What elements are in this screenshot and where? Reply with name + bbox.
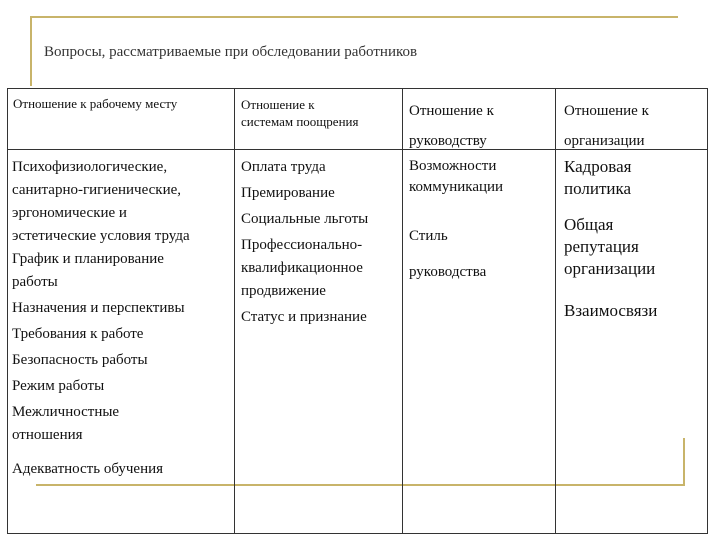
- header-cell-workplace-line: Отношение к рабочему месту: [13, 96, 178, 111]
- table-border-bottom: [7, 533, 708, 534]
- workplace-topic: эргономические и: [12, 205, 127, 221]
- workplace-topic: График и планирование: [12, 251, 164, 267]
- rewards-topic: квалификационное: [241, 260, 363, 276]
- body-cell-organization: [564, 156, 657, 322]
- management-topic: руководства: [409, 264, 487, 280]
- organization-topic: Общая: [564, 215, 614, 234]
- management-topic: коммуникации: [409, 179, 504, 195]
- rewards-topic: Оплата труда: [241, 159, 326, 175]
- table-border-top: [7, 88, 708, 89]
- workplace-topic: Назначения и перспективы: [12, 300, 185, 316]
- organization-topic: репутация: [564, 237, 639, 256]
- header-cell-organization-line: организации: [564, 133, 645, 149]
- workplace-topic: Режим работы: [12, 378, 105, 394]
- header-cell-rewards-line: Отношение к: [241, 97, 315, 112]
- organization-topic: организации: [564, 259, 656, 278]
- management-topic: Возможности: [409, 158, 497, 174]
- table-border-right: [707, 88, 708, 534]
- organization-topic: Взаимосвязи: [564, 301, 658, 320]
- table-column-divider-2: [402, 88, 403, 534]
- slide-title: Вопросы, рассматриваемые при обследовании работников: [44, 44, 418, 60]
- header-cell-rewards-line: системам поощрения: [241, 114, 359, 129]
- decorative-rule-left: [30, 16, 32, 86]
- table-border-left: [7, 88, 8, 534]
- workplace-topic: санитарно-гигиенические,: [12, 182, 181, 198]
- header-cell-management-line: Отношение к: [409, 103, 494, 119]
- body-cell-workplace: [12, 156, 190, 481]
- header-cell-management: [409, 96, 494, 156]
- workplace-topic: Психофизиологические,: [12, 159, 168, 175]
- rewards-topic: Премирование: [241, 185, 335, 201]
- workplace-topic: Безопасность работы: [12, 352, 148, 368]
- table-column-divider-3: [555, 88, 556, 534]
- workplace-topic: Адекватность обучения: [12, 461, 164, 477]
- survey-table: [7, 88, 708, 534]
- rewards-topic: Профессионально-: [241, 237, 363, 253]
- header-cell-workplace: [13, 96, 177, 112]
- workplace-topic: отношения: [12, 427, 83, 443]
- header-cell-organization-line: Отношение к: [564, 103, 649, 119]
- decorative-rule-top: [30, 16, 678, 18]
- body-cell-rewards: [241, 156, 368, 329]
- header-cell-rewards: [241, 96, 358, 130]
- rewards-topic: Социальные льготы: [241, 211, 369, 227]
- table-column-divider-1: [234, 88, 235, 534]
- organization-topic: политика: [564, 179, 632, 198]
- management-topic: Стиль: [409, 228, 448, 244]
- header-cell-organization: [564, 96, 649, 156]
- workplace-topic: Требования к работе: [12, 326, 144, 342]
- workplace-topic: работы: [12, 274, 58, 290]
- organization-topic: Кадровая: [564, 157, 632, 176]
- body-cell-management: [409, 156, 503, 283]
- rewards-topic: Статус и признание: [241, 309, 367, 325]
- rewards-topic: продвижение: [241, 283, 326, 299]
- workplace-topic: эстетические условия труда: [12, 228, 190, 244]
- header-cell-management-line: руководству: [409, 133, 487, 149]
- workplace-topic: Межличностные: [12, 404, 120, 420]
